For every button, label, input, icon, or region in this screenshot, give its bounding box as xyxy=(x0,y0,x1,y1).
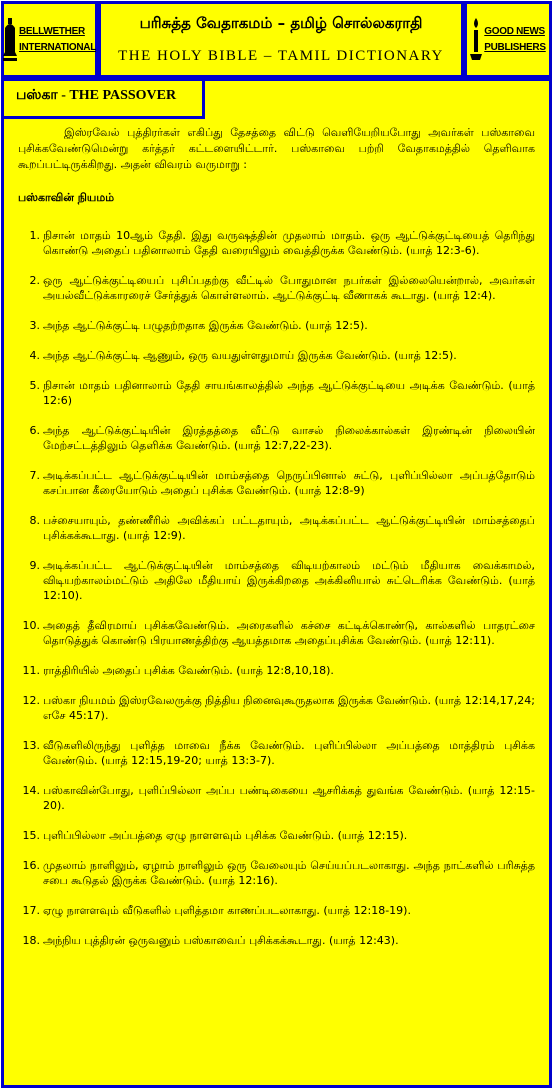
rule-number: 8. xyxy=(29,514,40,527)
title-english: THE HOLY BIBLE – TAMIL DICTIONARY xyxy=(118,48,444,64)
rule-number: 12. xyxy=(22,694,40,707)
rule-item xyxy=(18,513,535,543)
rule-text: புளிப்பில்லா அப்பத்தை ஏழு நாளளவும் புசிக்க வேண்டும். (யாத் 12:15). xyxy=(43,829,408,842)
rule-item xyxy=(18,858,535,888)
page-header xyxy=(98,1,464,78)
rule-number: 6. xyxy=(29,424,40,437)
rule-text: அடிக்கப்பட்ட ஆட்டுக்குட்டியின் மாம்சத்தை விடியற்காலம் மட்டும் மீதியாக வைக்காமல், விடியற்காலம்மட்டும் அதிலே மீதியாய் இருக்கிறதை அக்கினியால் சுட்டெரிக்க வேண்டும். (யாத் 12:10). xyxy=(43,559,535,602)
rule-item xyxy=(18,693,535,723)
rule-number: 2. xyxy=(29,274,40,287)
section-label-box xyxy=(1,78,205,119)
rule-item xyxy=(18,903,535,918)
title-tamil: பரிசுத்த வேதாகமம் – தமிழ் சொல்லகராதி xyxy=(139,14,423,32)
left-logo-line-1: BELLWETHER xyxy=(18,25,85,37)
rule-item xyxy=(18,828,535,843)
rule-item xyxy=(18,558,535,603)
rule-number: 7. xyxy=(29,469,40,482)
rules-list xyxy=(18,228,535,948)
rule-text: அந்த ஆட்டுக்குட்டி பழுதற்றதாக இருக்க வேண்டும். (யாத் 12:5). xyxy=(43,319,368,332)
rule-number: 11. xyxy=(22,664,40,677)
rule-number: 1. xyxy=(29,229,40,242)
rule-item xyxy=(18,228,535,258)
bellwether-logo xyxy=(1,1,98,78)
rule-text: அதைத் தீவிரமாய் புசிக்கவேண்டும். அரைகளில் கச்சை கட்டிக்கொண்டு, கால்களில் பாதரட்சை தொடுத்துக் கொண்டு பிரயாணத்திற்கு ஆயத்தமாக அதைப்புசிக்க வேண்டும். (யாத் 12:11). xyxy=(43,619,535,647)
rule-text: ஒரு ஆட்டுக்குட்டியைப் புசிப்பதற்கு வீட்டில் போதுமான நபர்கள் இல்லையென்றால், அவர்கள் அயல்வீட்டுக்காரரைச் சேர்த்துக் கொள்ளலாம். ஆட்டுக்குட்டி வீணாகக் கூடாது. (யாத் 12:4). xyxy=(43,274,535,302)
rules-heading: பஸ்காவின் நியமம் xyxy=(18,191,115,204)
rule-item xyxy=(18,738,535,768)
rule-item xyxy=(18,663,535,678)
rule-item xyxy=(18,318,535,333)
intro-paragraph: இஸ்ரவேல் புத்திரர்கள் எகிப்து தேசத்தை விட்டு வெளியேறியபோது அவர்கள் பஸ்காவை புசிக்கவேண்டுமென்று கர்த்தர் கட்டளையிட்டார். பஸ்காவை பற்றி வேதாகமத்தில் தெளிவாக கூறப்பட்டிருக்கிறது. அதன் விவரம் வருமாறு : xyxy=(18,126,535,171)
rule-item xyxy=(18,783,535,813)
right-logo-line-1: GOOD NEWS xyxy=(484,25,545,37)
rule-text: அந்நிய புத்திரன் ஒருவனும் பஸ்காவைப் புசிக்கக்கூடாது. (யாத் 12:43). xyxy=(43,934,399,947)
rule-text: பஸ்காவின்போது, புளிப்பில்லா அப்ப பண்டிகையை ஆசரிக்கத் துவங்க வேண்டும். (யாத் 12:15-20). xyxy=(43,784,535,812)
rule-item xyxy=(18,348,535,363)
rule-number: 17. xyxy=(22,904,40,917)
rule-number: 4. xyxy=(29,349,40,362)
rule-text: பச்சையாயும், தண்ணீரில் அவிக்கப் பட்டதாயும், அடிக்கப்பட்ட ஆட்டுக்குட்டியின் மாம்சத்தைப் புசிக்கக்கூடாது. (யாத் 12:9). xyxy=(43,514,535,542)
rule-text: நிசான் மாதம் பதினாலாம் தேதி சாயங்காலத்தில் அந்த ஆட்டுக்குட்டியை அடிக்க வேண்டும். (யாத் 12:6) xyxy=(43,379,535,407)
bell-icon xyxy=(3,18,17,62)
good-news-logo xyxy=(464,1,552,78)
rule-item xyxy=(18,468,535,498)
rule-item xyxy=(18,378,535,408)
rule-item xyxy=(18,273,535,303)
rule-number: 5. xyxy=(29,379,40,392)
main-content xyxy=(1,78,552,1088)
rule-number: 3. xyxy=(29,319,40,332)
left-logo-line-2: INTERNATIONAL xyxy=(18,41,97,53)
rule-item xyxy=(18,423,535,453)
rule-text: முதலாம் நாளிலும், ஏழாம் நாளிலும் ஒரு வேலையும் செய்யப்படலாகாது. அந்த நாட்களில் பரிசுத்த சபை கூடுதல் இருக்க வேண்டும். (யாத் 12:16). xyxy=(43,859,535,887)
rule-item xyxy=(18,618,535,648)
rule-text: அந்த ஆட்டுக்குட்டியின் இரத்தத்தை வீட்டு வாசல் நிலைக்கால்கள் இரண்டின் நிலையின் மேற்சட்டத்திலும் தெளிக்க வேண்டும். (யாத் 12:7,22-23). xyxy=(43,424,535,452)
right-logo-line-2: PUBLISHERS xyxy=(484,41,546,53)
rule-text: ராத்திரியில் அதைப் புசிக்க வேண்டும். (யாத் 12:8,10,18). xyxy=(43,664,334,677)
rule-number: 14. xyxy=(22,784,40,797)
rule-text: நிசான் மாதம் 10ஆம் தேதி. இது வருஷத்தின் முதலாம் மாதம். ஒரு ஆட்டுக்குட்டியைத் தெரிந்து கொண்டு அதைப் பதினாலாம் தேதி வரையிலும் வைத்திருக்க வேண்டும். (யாத் 12:3-6). xyxy=(43,229,535,257)
rule-number: 18. xyxy=(22,934,40,947)
rule-item xyxy=(18,933,535,948)
lamp-icon xyxy=(470,18,482,62)
rule-text: அடிக்கப்பட்ட ஆட்டுக்குட்டியின் மாம்சத்தை நெருப்பினால் சுட்டு, புளிப்பில்லா அப்பத்தோடும் கசப்பான கீரையோடும் அதைப் புசிக்க வேண்டும். (யாத் 12:8-9) xyxy=(43,469,535,497)
rule-text: அந்த ஆட்டுக்குட்டி ஆணும், ஒரு வயதுள்ளதுமாய் இருக்க வேண்டும். (யாத் 12:5). xyxy=(43,349,457,362)
rule-number: 9. xyxy=(29,559,40,572)
rule-text: ஏழு நாளளவும் வீடுகளில் புளித்தமா காணப்படலாகாது. (யாத் 12:18-19). xyxy=(43,904,411,917)
rule-number: 15. xyxy=(22,829,40,842)
section-title: பஸ்கா - THE PASSOVER xyxy=(16,88,177,103)
rule-number: 13. xyxy=(22,739,40,752)
rule-number: 10. xyxy=(22,619,40,632)
rule-text: பஸ்கா நியமம் இஸ்ரவேலருக்கு நித்திய நினைவுகூருதலாக இருக்க வேண்டும். (யாத் 12:14,17,24; எசே 45:17). xyxy=(43,694,535,722)
rule-text: வீடுகளிலிருந்து புளித்த மாவை நீக்க வேண்டும். புளிப்பில்லா அப்பத்தை மாத்திரம் புசிக்க வேண்டும். (யாத் 12:15,19-20; யாத் 13:3-7). xyxy=(43,739,535,767)
rule-number: 16. xyxy=(22,859,40,872)
